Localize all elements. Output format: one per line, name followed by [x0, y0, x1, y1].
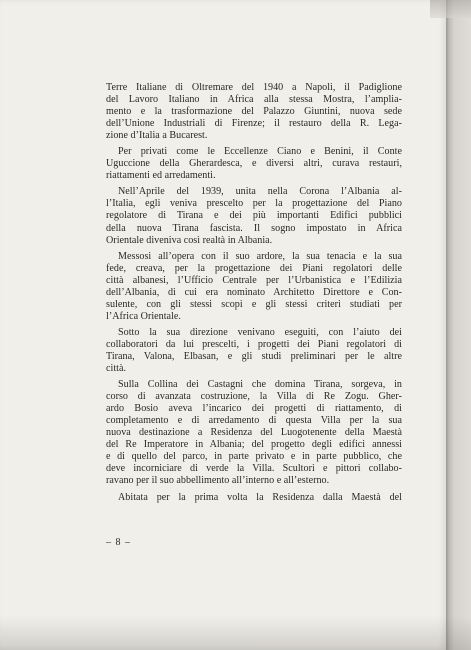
text-line: sulente, con gli stessi scopi e gli stessi criteri studiati per	[106, 298, 402, 310]
text-line: dell’Unione Industriali di Firenze; il restauro della R. Lega-	[106, 118, 402, 130]
paragraph	[106, 146, 402, 182]
text-line: del Re Imperatore in Albania; del progetto degli edifici annessi	[106, 439, 402, 451]
text-line: riattamenti ed arredamenti.	[106, 170, 216, 182]
text-line: ardo Bosio aveva l’incarico dei progetti di riattamento, di	[106, 403, 402, 415]
text-line: città albanesi, l’Ufficio Centrale per l’Urbanistica e l’Edilizia	[106, 274, 402, 286]
body-text	[106, 82, 402, 508]
text-line: Uguccione della Gherardesca, e diversi altri, curava restauri,	[106, 158, 402, 170]
paragraph	[106, 251, 402, 323]
text-line: deve incorniciare di verde la Villa. Scultori e pittori collabo-	[106, 463, 402, 475]
text-line: Messosi all’opera con il suo ardore, la sua tenacia e la sua	[118, 250, 402, 262]
text-line: ravano per il suo abbellimento all’interno e all’esterno.	[106, 475, 330, 487]
text-line: Terre Italiane di Oltremare del 1940 a Napoli, il Padiglione	[106, 82, 402, 93]
paragraph	[106, 186, 402, 246]
text-line: completamento e di arredamento di questa Villa per la sua	[106, 415, 402, 427]
text-line: collaboratori da lui prescelti, i progetti dei Piani regolatori di	[106, 338, 402, 350]
text-line: Tirana, Valona, Elbasan, e gli studi preliminari per le altre	[106, 350, 402, 362]
page-corner-shadow	[430, 0, 471, 18]
text-line: regolatore di Tirana e dei più importanti Edifici pubblici	[106, 210, 402, 222]
text-line: l’Italia, egli veniva prescelto per la progettazione del Piano	[106, 198, 402, 210]
page-number: – 8 –	[106, 537, 131, 548]
text-line: zione d’Italia a Bucarest.	[106, 130, 208, 142]
text-line: e di quello del parco, in parte privato e in parte pubblico, che	[106, 451, 402, 463]
text-line: Orientale diveniva così realtà in Albania.	[106, 234, 273, 246]
text-line: dell’Albania, di cui era nominato Architetto Direttore e Con-	[106, 286, 402, 298]
text-line: città.	[106, 363, 127, 375]
text-line: Abitata per la prima volta la Residenza dalla Maestà del	[118, 491, 402, 503]
page-bottom-shadow	[0, 616, 471, 650]
text-line: mento e la trasformazione del Palazzo Giuntini, nuova sede	[106, 106, 402, 118]
text-line: Sulla Collina dei Castagni che domina Tirana, sorgeva, in	[118, 379, 402, 391]
text-line: del Lavoro Italiano in Africa alla stessa Mostra, l’amplia-	[106, 94, 402, 106]
paragraph	[106, 82, 402, 142]
text-line: corso di avanzata costruzione, la Villa di Re Zogu. Gher-	[106, 391, 402, 403]
text-line: della nuova Tirana fascista. Il sogno impostato in Africa	[106, 222, 402, 234]
text-line: Nell’Aprile del 1939, unita nella Corona l’Albania al-	[118, 186, 402, 198]
text-line: fede, creava, per la progettazione dei Piani regolatori delle	[106, 262, 402, 274]
text-line: nuova destinazione a Residenza del Luogotenente della Maestà	[106, 427, 402, 439]
paragraph	[106, 492, 402, 504]
paragraph	[106, 379, 402, 487]
text-line: l’Africa Orientale.	[106, 310, 181, 322]
page-edge-shadow	[446, 0, 471, 650]
text-line: Per privati come le Eccellenze Ciano e Benini, il Conte	[118, 146, 402, 158]
text-line: Sotto la sua direzione venivano eseguiti, con l’aiuto dei	[118, 326, 402, 338]
paragraph	[106, 327, 402, 375]
